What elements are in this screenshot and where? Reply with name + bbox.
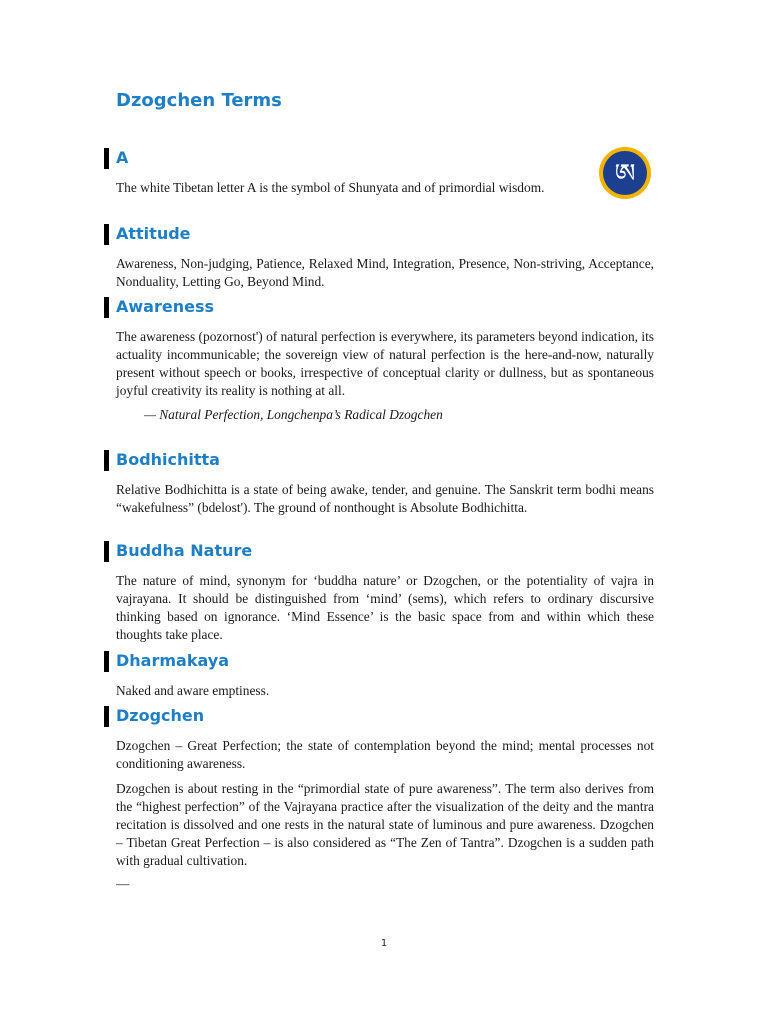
- term-dash: —: [116, 876, 130, 891]
- term-heading: Dzogchen: [116, 704, 654, 728]
- term-definition: The nature of mind, synonym for ‘buddha nature’ or Dzogchen, or the potentiality of vajra in vajrayana. It should be distinguished from ‘mind’ (sems), which refers to ordinary discursive thinking based on ignorance. ‘Mind Essence’ is the basic space from and within which these thoughts take place.: [116, 573, 654, 642]
- page-title: Dzogchen Terms: [116, 90, 282, 111]
- term-heading: Dharmakaya: [116, 649, 654, 673]
- tibetan-letter-a-icon: [598, 146, 652, 200]
- term-a: [116, 146, 654, 197]
- term-buddha-nature: [116, 539, 654, 644]
- term-dzogchen: [116, 704, 654, 892]
- term-definition: The awareness (pozornost') of natural perfection is everywhere, its parameters beyond indication, its actuality incommunicable; the sovereign view of natural perfection is the here-and-now, naturally present without speech or books, irrespective of conceptual clarity or dullness, but as spontaneous joyful creativity its reality is nothing at all.: [116, 329, 654, 398]
- term-dharmakaya: [116, 649, 654, 700]
- term-heading: Awareness: [116, 295, 654, 319]
- term-bodhichitta: [116, 448, 654, 517]
- term-definition: Dzogchen – Great Perfection; the state of contemplation beyond the mind; mental processes not conditioning awareness.: [116, 738, 654, 771]
- term-definition: Relative Bodhichitta is a state of being awake, tender, and genuine. The Sanskrit term bodhi means “wakefulness” (bdelost'). The ground of nonthought is Absolute Bodhichitta.: [116, 482, 654, 515]
- term-awareness: [116, 295, 654, 424]
- term-heading: Buddha Nature: [116, 539, 654, 563]
- term-attitude: [116, 222, 654, 291]
- svg-text:ཨ: ཨ: [614, 159, 636, 189]
- term-heading: Attitude: [116, 222, 654, 246]
- term-quote: — Natural Perfection, Longchenpa’s Radical Dzogchen: [144, 407, 443, 422]
- term-definition: Dzogchen is about resting in the “primordial state of pure awareness”. The term also derives from the “highest perfection” of the Vajrayana practice after the visualization of the deity and the mantra recitation is dissolved and one rests in the natural state of luminous and pure awareness. Dzogchen – Tibetan Great Perfection – is also considered as “The Zen of Tantra”. Dzogchen is a sudden path with gradual cultivation.: [116, 781, 654, 868]
- page-number: 1: [380, 938, 388, 949]
- term-heading: Bodhichitta: [116, 448, 654, 472]
- term-heading: A: [116, 146, 654, 170]
- term-definition: Awareness, Non-judging, Patience, Relaxed Mind, Integration, Presence, Non-striving, Acceptance, Nonduality, Letting Go, Beyond Mind.: [116, 256, 654, 289]
- term-definition: The white Tibetan letter A is the symbol of Shunyata and of primordial wisdom.: [116, 180, 545, 195]
- term-definition: Naked and aware emptiness.: [116, 683, 270, 698]
